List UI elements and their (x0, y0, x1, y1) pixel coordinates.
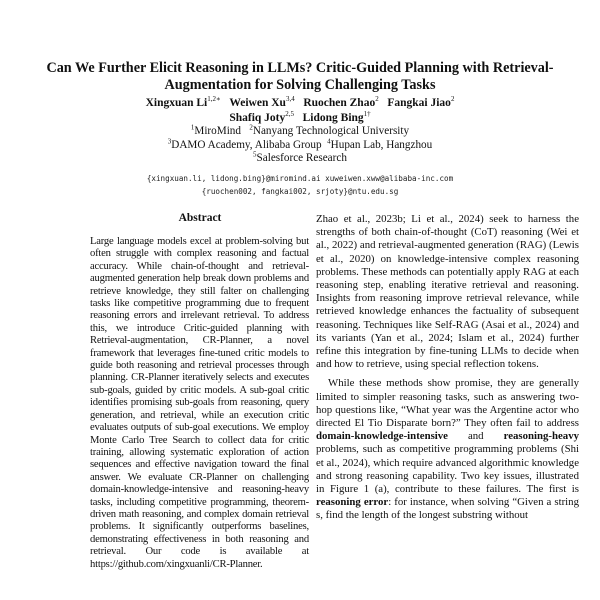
author-list (40, 96, 560, 126)
emphasis-term: domain-knowledge-intensive (316, 430, 448, 443)
emphasis-term: reasoning-heavy (503, 430, 579, 443)
author-affiliation-mark: 1,2∗ (207, 95, 221, 104)
author-name: Lidong Bing (302, 112, 364, 124)
right-column (316, 213, 579, 523)
affiliation-line (40, 152, 560, 166)
author-affiliation-mark: 2 (450, 95, 455, 104)
affiliation-name: Salesforce Research (256, 152, 347, 165)
author-line-1 (40, 96, 560, 111)
email-line: {ruochen002, fangkai002, srjoty}@ntu.edu.sg (201, 187, 399, 196)
text-run: : for instance, when solving “Given a string s, find the length of the longest substring without (316, 496, 579, 522)
email-line: {xingxuan.li, lidong.bing}@miromind.ai xuweiwen.xww@alibaba-inc.com (146, 174, 454, 183)
abstract-body: Large language models excel at problem-solving but often struggle with complex reasoning and factual accuracy. While chain-of-thought and retrieval-augmented generation help break down problems and retrieve knowledge, they still falter on challenging tasks like competitive programming due to frequent reasoning errors and irrelevant retrieval. To address this, we introduce Critic-guided planning with Retrieval-augmentation, CR-Planner, a novel framework that leverages fine-tuned critic models to guide both reasoning and retrieval processes through planning. CR-Planner iteratively selects and executes sub-goals, guided by critic models. A sub-goal critic identifies promising sub-goals from reasoning, query generation, and retrieval, while an execution critic evaluates outputs of sub-goal executions. We employ Monte Carlo Tree Search to collect data for critic training, allowing systematic exploration of action sequences and effective navigation toward the final answer. We evaluate CR-Planner on challenging domain-knowledge-intensive and reasoning-heavy tasks, including competitive programming, theorem-driven math reasoning, and complex domain retrieval problems. It significantly outperforms baselines, demonstrating effectiveness in both reasoning and retrieval. Our code is available at https://github.com/xingxuanli/CR-Planner. (90, 236, 309, 570)
author-affiliation-mark: 3,4 (285, 95, 295, 104)
author-name: Shafiq Joty (229, 112, 286, 124)
affiliation-number: 4 (327, 136, 331, 145)
affiliation-name: Nanyang Technological University (252, 125, 410, 137)
author-line-2 (40, 111, 560, 126)
text-run: While these methods show promise, they are generally limited to simpler reasoning tasks, such as answering two-hop questions like, “What year was the Argentine actor who directed El Tio Disparate born?” They often fail to address (316, 377, 579, 430)
paper-title: Can We Further Elicit Reasoning in LLMs? Critic-Guided Planning with Retrieval-Augmentation for Solving Challenging Tasks (46, 60, 554, 93)
affiliation-line (40, 136, 560, 153)
body-paragraph (316, 377, 579, 522)
abstract-heading: Abstract (178, 212, 222, 224)
text-run: problems, such as competitive programming problems (Shi et al., 2024), which require advanced algorithmic knowledge and strong reasoning capability. Two key issues, illustrated in Figure 1 (a), contribute to these failures. The first is (316, 443, 579, 496)
author-name: Ruochen Zhao (303, 97, 376, 109)
affiliation-number: 1 (190, 123, 195, 132)
author-affiliation-mark: 2 (375, 95, 379, 104)
affiliation-number: 3 (167, 136, 172, 145)
affiliation-name: Hupan Lab, Hangzhou (330, 138, 433, 151)
text-run: and (447, 430, 504, 443)
author-name: Xingxuan Li (145, 97, 208, 109)
affiliation-number: 2 (249, 123, 253, 132)
body-paragraph: Zhao et al., 2023b; Li et al., 2024) seek to harness the strengths of both chain-of-thought (CoT) reasoning (Wei et al., 2022) and retrieval-augmented generation (RAG) (Lewis et al., 2020) on knowledge-intensive complex reasoning problems. These methods can potentially apply RAG at each reasoning step, enabling iterative retrieval and reasoning. Insights from reasoning improve retrieval relevance, while retrieved knowledge enhances the factuality of subsequent reasoning. Techniques like Self-RAG (Asai et al., 2024) and its variants (Yan et al., 2024; Islam et al., 2024) further refine this integration by fine-tuning LLMs to decide when and how to retrieve, using special reflection tokens. (316, 213, 579, 371)
emphasis-term: reasoning error (316, 496, 389, 509)
author-name: Fangkai Jiao (387, 97, 451, 109)
affiliation-number: 5 (253, 150, 257, 159)
author-affiliation-mark: 2,5 (285, 110, 294, 119)
affiliation-list (40, 125, 560, 166)
affiliation-line (40, 125, 560, 139)
author-name: Weiwen Xu (229, 97, 286, 109)
affiliation-name: MiroMind (194, 125, 241, 137)
affiliation-name: DAMO Academy, Alibaba Group (171, 138, 322, 151)
email-list (40, 172, 560, 198)
author-affiliation-mark: 1† (363, 110, 371, 119)
